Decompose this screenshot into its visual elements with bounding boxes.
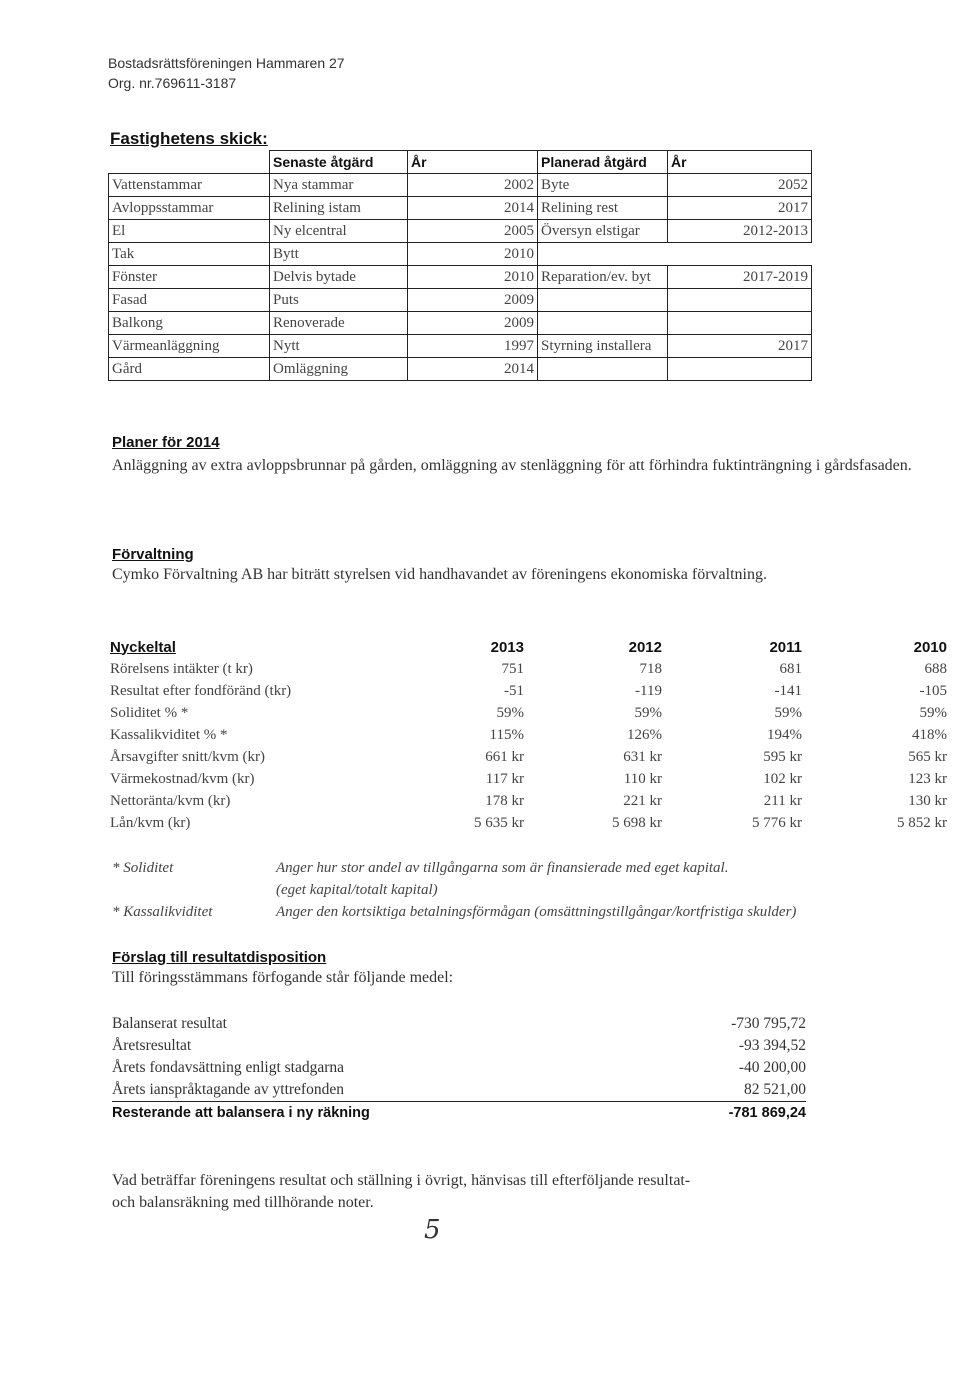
disposition-total-row — [112, 1102, 806, 1125]
nyckeltal-value: 631 kr — [623, 748, 662, 765]
closing-line-2: och balansräkning med tillhörande noter. — [112, 1194, 374, 1211]
nyckeltal-label: Soliditet % * — [110, 704, 189, 721]
skick-planerad: Byte — [538, 174, 668, 197]
skick-planerad — [538, 312, 668, 335]
nyckeltal-value: 123 kr — [908, 770, 947, 787]
skick-table — [108, 150, 812, 381]
table-row — [110, 812, 947, 834]
table-row — [112, 1057, 806, 1079]
table-row — [109, 358, 812, 381]
skick-ar: 2002 — [408, 174, 538, 197]
footnote-soliditet-definition: Anger hur stor andel av tillgångarna som är finansierade med eget kapital. — [276, 860, 729, 876]
skick-plan-ar: 2052 — [668, 174, 812, 197]
skick-plan-ar: 2017 — [668, 197, 812, 220]
nyckeltal-value: 661 kr — [485, 748, 524, 765]
disposition-label: Balanserat resultat — [112, 1015, 227, 1032]
table-row — [110, 680, 947, 702]
nyckeltal-value: 5 635 kr — [474, 814, 524, 831]
skick-planerad — [538, 358, 668, 381]
nyckeltal-value: 718 — [639, 660, 662, 677]
skick-ar: 1997 — [408, 335, 538, 358]
table-row — [110, 746, 947, 768]
table-row — [112, 1013, 806, 1035]
skick-plan-ar: 2017 — [668, 335, 812, 358]
skick-senaste: Relining istam — [270, 197, 408, 220]
nyckeltal-value: 221 kr — [623, 792, 662, 809]
skick-planerad — [538, 243, 668, 266]
skick-senaste: Nytt — [270, 335, 408, 358]
nyckeltal-value: 194% — [767, 726, 802, 743]
skick-part: Vattenstammar — [109, 174, 270, 197]
nyckeltal-label: Rörelsens intäkter (t kr) — [110, 660, 253, 677]
skick-planerad: Översyn elstigar — [538, 220, 668, 243]
table-row — [109, 335, 812, 358]
nyckeltal-label: Årsavgifter snitt/kvm (kr) — [110, 748, 265, 765]
table-row — [109, 174, 812, 197]
nyckeltal-value: 117 kr — [485, 770, 524, 787]
nyckeltal-value: 5 776 kr — [752, 814, 802, 831]
skick-senaste: Puts — [270, 289, 408, 312]
table-row — [112, 1079, 806, 1102]
table-row — [109, 312, 812, 335]
forvaltning-title: Förvaltning — [112, 546, 194, 563]
disposition-label: Årets ianspråktagande av yttrefonden — [112, 1081, 344, 1098]
table-row — [110, 702, 947, 724]
footnote-kassa-definition: Anger den kortsiktiga betalningsförmågan (omsättningstillgångar/kortfristiga skulder) — [276, 904, 797, 920]
skick-ar: 2009 — [408, 312, 538, 335]
table-row — [109, 243, 812, 266]
skick-header-ar: År — [408, 151, 538, 174]
skick-header-blank — [109, 151, 270, 174]
nyckeltal-label: Nettoränta/kvm (kr) — [110, 792, 231, 809]
skick-plan-ar — [668, 358, 812, 381]
footnote-kassa-term: * Kassalikviditet — [112, 904, 213, 920]
nyckeltal-value: 688 — [924, 660, 947, 677]
nyckeltal-label: Kassalikviditet % * — [110, 726, 228, 743]
table-row — [109, 289, 812, 312]
table-row — [110, 724, 947, 746]
skick-part: Avloppsstammar — [109, 197, 270, 220]
skick-ar: 2010 — [408, 243, 538, 266]
nyckeltal-value: 130 kr — [908, 792, 947, 809]
nyckeltal-value: 418% — [912, 726, 947, 743]
skick-part: Balkong — [109, 312, 270, 335]
org-number: Org. nr.769611-3187 — [108, 75, 237, 91]
nyckeltal-value: 178 kr — [485, 792, 524, 809]
skick-planerad: Relining rest — [538, 197, 668, 220]
disposition-total-value: -781 869,24 — [512, 1102, 806, 1125]
skick-header-row — [109, 151, 812, 174]
skick-header-senaste: Senaste åtgärd — [270, 151, 408, 174]
nyckeltal-value: 126% — [627, 726, 662, 743]
page-number: 5 — [424, 1215, 441, 1245]
skick-part: Fasad — [109, 289, 270, 312]
nyckeltal-value: 59% — [774, 704, 802, 721]
skick-plan-ar: 2012-2013 — [668, 220, 812, 243]
skick-plan-ar — [668, 289, 812, 312]
skick-plan-ar: 2017-2019 — [668, 266, 812, 289]
skick-part: Gård — [109, 358, 270, 381]
nyckeltal-value: 751 — [501, 660, 524, 677]
nyckeltal-value: 5 698 kr — [612, 814, 662, 831]
nyckeltal-value: 115% — [489, 726, 524, 743]
nyckeltal-year: 2012 — [628, 638, 662, 656]
nyckeltal-value: 59% — [919, 704, 947, 721]
skick-part: Värmeanläggning — [109, 335, 270, 358]
nyckeltal-value: 102 kr — [763, 770, 802, 787]
skick-ar: 2014 — [408, 197, 538, 220]
nyckeltal-title: Nyckeltal — [110, 638, 176, 656]
disposition-total-label: Resterande att balansera i ny räkning — [112, 1102, 512, 1125]
skick-part: Fönster — [109, 266, 270, 289]
disposition-label: Åretsresultat — [112, 1037, 192, 1054]
footnote-soliditet-term: * Soliditet — [112, 860, 174, 876]
nyckeltal-value: 565 kr — [908, 748, 947, 765]
org-name: Bostadsrättsföreningen Hammaren 27 — [108, 55, 345, 71]
skick-senaste: Nya stammar — [270, 174, 408, 197]
nyckeltal-header-row — [110, 636, 947, 658]
disposition-table — [112, 1013, 806, 1124]
nyckeltal-year: 2010 — [913, 638, 947, 656]
skick-part: El — [109, 220, 270, 243]
nyckeltal-year: 2011 — [769, 638, 802, 656]
table-row — [109, 197, 812, 220]
table-row — [110, 768, 947, 790]
disposition-value: -40 200,00 — [738, 1059, 806, 1076]
nyckeltal-value: -141 — [774, 682, 802, 699]
nyckeltal-table — [110, 636, 947, 834]
nyckeltal-value: 595 kr — [763, 748, 802, 765]
nyckeltal-value: -119 — [635, 682, 662, 699]
table-row — [109, 266, 812, 289]
skick-title: Fastighetens skick: — [110, 129, 268, 148]
forvaltning-text: Cymko Förvaltning AB har biträtt styrelsen vid handhavandet av föreningens ekonomiska förvaltning. — [112, 566, 767, 583]
skick-ar: 2005 — [408, 220, 538, 243]
table-row — [110, 658, 947, 680]
nyckeltal-label: Lån/kvm (kr) — [110, 814, 191, 831]
nyckeltal-label: Resultat efter fondföränd (tkr) — [110, 682, 292, 699]
nyckeltal-value: 5 852 kr — [897, 814, 947, 831]
skick-senaste: Ny elcentral — [270, 220, 408, 243]
skick-ar: 2014 — [408, 358, 538, 381]
nyckeltal-value: 681 — [779, 660, 802, 677]
disposition-label: Årets fondavsättning enligt stadgarna — [112, 1059, 345, 1076]
skick-senaste: Omläggning — [270, 358, 408, 381]
skick-senaste: Bytt — [270, 243, 408, 266]
skick-header-plan-ar: År — [668, 151, 812, 174]
nyckeltal-value: 211 kr — [763, 792, 802, 809]
table-row — [112, 1035, 806, 1057]
nyckeltal-label: Värmekostnad/kvm (kr) — [110, 770, 255, 787]
disposition-value: 82 521,00 — [744, 1081, 806, 1098]
table-row — [109, 220, 812, 243]
nyckeltal-year: 2013 — [490, 638, 524, 656]
skick-plan-ar — [668, 243, 812, 266]
nyckeltal-value: -105 — [919, 682, 947, 699]
planer-title: Planer för 2014 — [112, 434, 220, 451]
skick-planerad: Reparation/ev. byt — [538, 266, 668, 289]
skick-plan-ar — [668, 312, 812, 335]
skick-ar: 2009 — [408, 289, 538, 312]
nyckeltal-value: 59% — [634, 704, 662, 721]
planer-text: Anläggning av extra avloppsbrunnar på gården, omläggning av stenläggning för att förhindra fuktinträngning i gårdsfasaden. — [112, 457, 912, 474]
nyckeltal-value: 59% — [496, 704, 524, 721]
nyckeltal-value: 110 kr — [623, 770, 662, 787]
skick-header-planerad: Planerad åtgärd — [538, 151, 668, 174]
skick-part: Tak — [109, 243, 270, 266]
skick-ar: 2010 — [408, 266, 538, 289]
disposition-title: Förslag till resultatdisposition — [112, 949, 327, 966]
skick-planerad — [538, 289, 668, 312]
disposition-intro: Till föringsstämmans förfogande står följande medel: — [112, 969, 454, 986]
table-row — [110, 790, 947, 812]
closing-line-1: Vad beträffar föreningens resultat och ställning i övrigt, hänvisas till efterföljande resultat- — [112, 1172, 691, 1189]
skick-senaste: Renoverade — [270, 312, 408, 335]
skick-planerad: Styrning installera — [538, 335, 668, 358]
disposition-value: -730 795,72 — [731, 1015, 806, 1032]
skick-senaste: Delvis bytade — [270, 266, 408, 289]
nyckeltal-value: -51 — [504, 682, 524, 699]
footnote-soliditet-formula: (eget kapital/totalt kapital) — [276, 882, 438, 898]
disposition-value: -93 394,52 — [738, 1037, 806, 1054]
